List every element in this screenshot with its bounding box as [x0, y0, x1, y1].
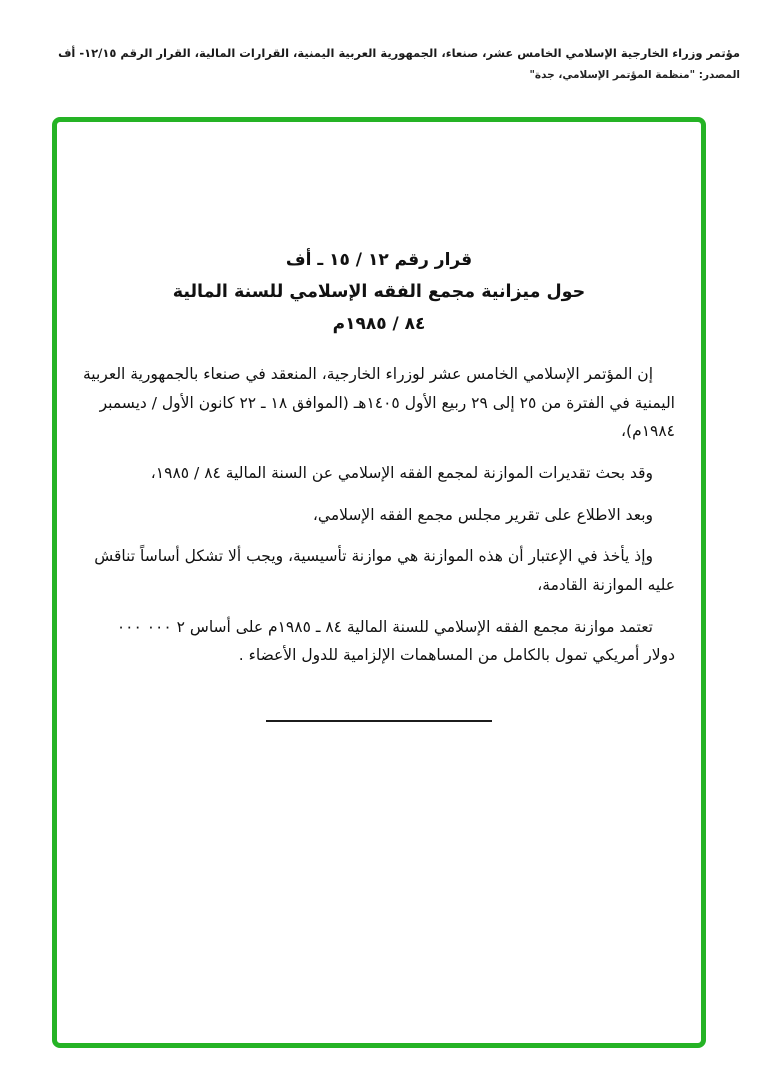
paragraph-resolution-operative: تعتمد موازنة مجمع الفقه الإسلامي للسنة المالية ٨٤ ـ ١٩٨٥م على أساس ٢ ٠٠٠ ٠٠٠ دولار أمريكي تمول بالكامل من المساهمات الإلزامية للدول الأعضاء .	[116, 617, 675, 665]
document-frame	[52, 117, 706, 1048]
paragraph-council-report: وبعد الاطلاع على تقرير مجلس مجمع الفقه الإسلامي،	[312, 505, 653, 524]
resolution-number: قرار رقم ١٢ / ١٥ ـ أف	[285, 250, 473, 270]
scan-header	[18, 46, 740, 81]
divider-line	[266, 720, 492, 722]
paragraph-budget-review: وقد بحث تقديرات الموازنة لمجمع الفقه الإسلامي عن السنة المالية ٨٤ / ١٩٨٥،	[150, 464, 653, 483]
paragraph-preamble: إن المؤتمر الإسلامي الخامس عشر لوزراء الخارجية، المنعقد في صنعاء بالجمهورية العربية اليمنية في الفترة من ٢٥ إلى ٢٩ ربيع الأول ١٤٠٥هـ (الموافق ١٨ ـ ٢٢ كانون الأول / ديسمبر ١٩٨٤م)،	[83, 365, 675, 441]
resolution-fiscal-year: ٨٤ / ١٩٨٥م	[332, 314, 426, 334]
header-source-line: المصدر: "منظمة المؤتمر الإسلامي، جدة"	[529, 69, 740, 81]
resolution-subject: حول ميزانية مجمع الفقه الإسلامي للسنة المالية	[172, 282, 586, 302]
paragraph-consideration: وإذ يأخذ في الإعتبار أن هذه الموازنة هي موازنة تأسيسية، ويجب ألا تشكل أساساً تناقش عليه الموازنة القادمة،	[94, 547, 675, 595]
header-citation-line: مؤتمر وزراء الخارجية الإسلامي الخامس عشر، صنعاء، الجمهورية العربية اليمنية، القرارات المالية، القرار الرقم ١٢/١٥- أف	[58, 46, 740, 60]
resolution-title	[83, 250, 675, 334]
resolution-body	[83, 360, 675, 670]
